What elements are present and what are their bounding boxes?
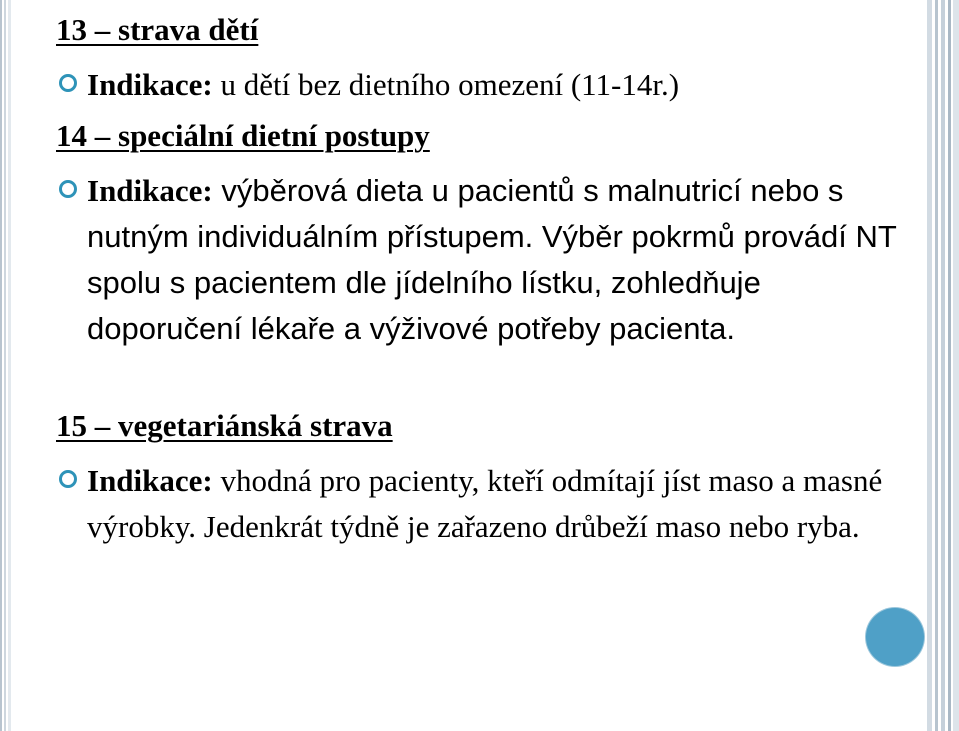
section-heading-13: 13 – strava dětí (56, 12, 259, 47)
section-heading-14: 14 – speciální dietní postupy (56, 118, 430, 153)
item-label: Indikace: (87, 463, 213, 498)
item-text (87, 458, 922, 550)
item-text (87, 62, 922, 108)
bullet-icon (59, 74, 77, 92)
item-body: výběrová dieta u pacientů s malnutricí nebo s nutným individuálním přístupem. Výběr pokrmů provádí NT spolu s pacientem dle jídelního lístku, zohledňuje doporučení lékaře a výživové potřeby pacienta. (87, 173, 897, 346)
slide-border-right (919, 0, 959, 731)
slide-border-left (0, 0, 11, 731)
item-label: Indikace: (87, 173, 213, 208)
section-heading-15: 15 – vegetariánská strava (56, 408, 393, 443)
decorative-circle (866, 608, 924, 666)
item-body: vhodná pro pacienty, kteří odmítají jíst maso a masné výrobky. Jedenkrát týdně je zařazeno drůbeží maso nebo ryba. (87, 463, 883, 544)
bullet-icon (59, 180, 77, 198)
bullet-icon (59, 470, 77, 488)
item-text (87, 168, 922, 352)
item-label: Indikace: (87, 67, 213, 102)
item-body: u dětí bez dietního omezení (11-14r.) (212, 67, 680, 102)
